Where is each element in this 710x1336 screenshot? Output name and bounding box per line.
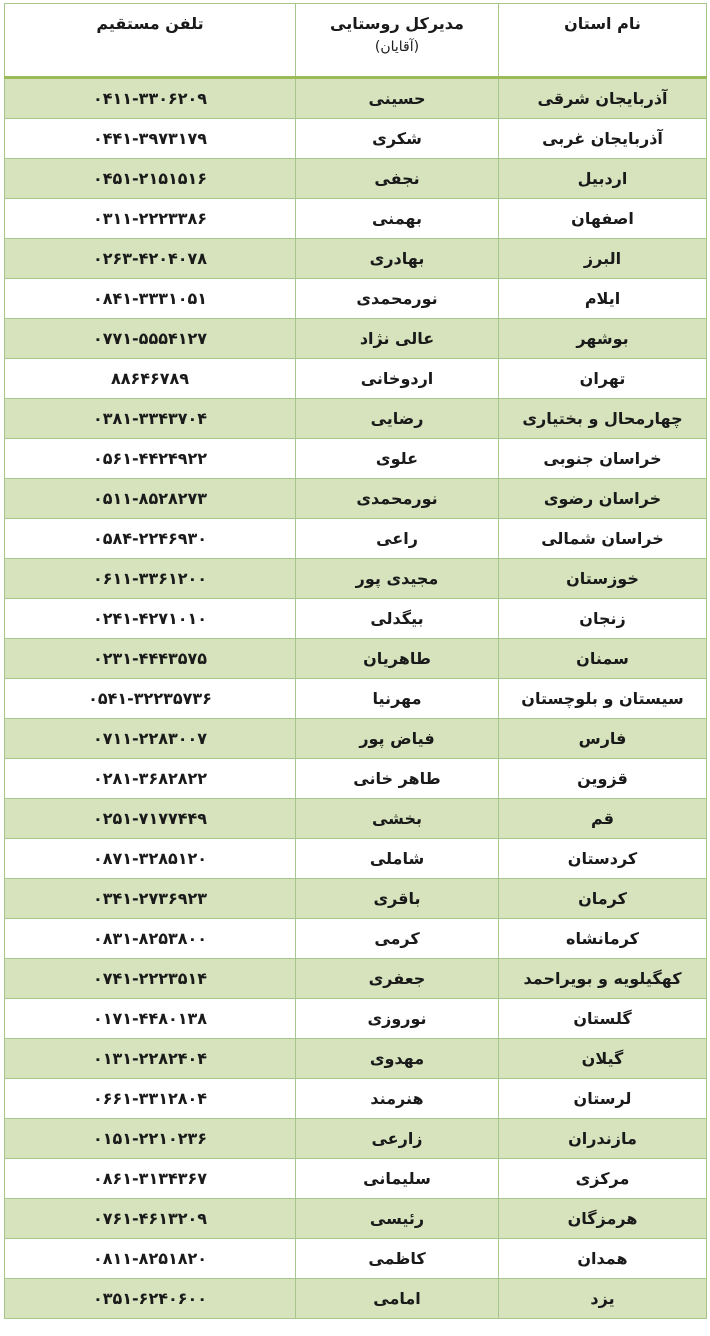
header-manager-label: مدیرکل روستایی [330,14,464,33]
province-cell: هرمزگان [499,1199,707,1239]
phone-cell: ۰۱۳۱-۲۲۸۲۴۰۴ [5,1039,296,1079]
manager-cell: بهمنی [296,199,499,239]
manager-cell: راعی [296,519,499,559]
province-cell: زنجان [499,599,707,639]
table-row [5,839,707,879]
table-row [5,439,707,479]
manager-cell: باقری [296,879,499,919]
phone-cell: ۰۳۸۱-۳۳۴۳۷۰۴ [5,399,296,439]
header-phone-label: تلفن مستقیم [96,14,204,33]
table-row [5,119,707,159]
phone-cell: ۰۲۶۳-۴۲۰۴۰۷۸ [5,239,296,279]
manager-cell: علوی [296,439,499,479]
table-row [5,1119,707,1159]
table-row [5,559,707,599]
province-cell: قزوین [499,759,707,799]
phone-cell: ۰۱۷۱-۴۴۸۰۱۳۸ [5,999,296,1039]
header-manager [296,4,499,78]
header-manager-sub: (آقایان) [374,39,420,55]
manager-cell: اردوخانی [296,359,499,399]
province-cell: کرمانشاه [499,919,707,959]
phone-cell: ۰۳۴۱-۲۷۳۶۹۲۳ [5,879,296,919]
manager-cell: مهرنیا [296,679,499,719]
manager-cell: سلیمانی [296,1159,499,1199]
table-row [5,239,707,279]
phone-cell: ۰۴۱۱-۳۳۰۶۲۰۹ [5,78,296,119]
province-cell: سمنان [499,639,707,679]
phone-cell: ۰۳۱۱-۲۲۲۳۳۸۶ [5,199,296,239]
phone-cell: ۰۶۶۱-۳۳۱۲۸۰۴ [5,1079,296,1119]
phone-cell: ۰۸۴۱-۳۳۳۱۰۵۱ [5,279,296,319]
province-cell: قم [499,799,707,839]
phone-cell: ۰۸۱۱-۸۲۵۱۸۲۰ [5,1239,296,1279]
manager-cell: بیگدلی [296,599,499,639]
phone-cell: ۸۸۶۴۶۷۸۹ [5,359,296,399]
manager-cell: حسینی [296,78,499,119]
table-row [5,999,707,1039]
province-cell: فارس [499,719,707,759]
province-cell: کردستان [499,839,707,879]
manager-cell: فیاض پور [296,719,499,759]
province-cell: ایلام [499,279,707,319]
phone-cell: ۰۷۴۱-۲۲۲۳۵۱۴ [5,959,296,999]
table-row [5,719,707,759]
province-cell: اصفهان [499,199,707,239]
province-cell: لرستان [499,1079,707,1119]
table-row [5,679,707,719]
province-cell: همدان [499,1239,707,1279]
manager-cell: هنرمند [296,1079,499,1119]
table-row [5,78,707,119]
manager-cell: شاملی [296,839,499,879]
manager-cell: نورمحمدی [296,479,499,519]
province-cell: مرکزی [499,1159,707,1199]
manager-cell: جعفری [296,959,499,999]
header-phone [5,4,296,78]
table-row [5,1279,707,1319]
table-row [5,479,707,519]
manager-cell: مجیدی پور [296,559,499,599]
phone-cell: ۰۶۱۱-۳۳۶۱۲۰۰ [5,559,296,599]
province-cell: البرز [499,239,707,279]
manager-cell: شکری [296,119,499,159]
phone-cell: ۰۲۴۱-۴۲۷۱۰۱۰ [5,599,296,639]
phone-cell: ۰۵۸۴-۲۲۴۶۹۳۰ [5,519,296,559]
manager-cell: بخشی [296,799,499,839]
table-row [5,919,707,959]
phone-cell: ۰۸۷۱-۳۲۸۵۱۲۰ [5,839,296,879]
phone-cell: ۰۴۴۱-۳۹۷۳۱۷۹ [5,119,296,159]
province-cell: کهگیلویه و بویراحمد [499,959,707,999]
table-row [5,599,707,639]
province-cell: گیلان [499,1039,707,1079]
province-cell: تهران [499,359,707,399]
manager-cell: نورمحمدی [296,279,499,319]
table-row [5,1159,707,1199]
table-row [5,1199,707,1239]
province-cell: مازندران [499,1119,707,1159]
table-row [5,1079,707,1119]
table-row [5,879,707,919]
phone-cell: ۰۵۶۱-۴۴۲۴۹۲۲ [5,439,296,479]
phone-cell: ۰۲۸۱-۳۶۸۲۸۲۲ [5,759,296,799]
phone-cell: ۰۳۵۱-۶۲۴۰۶۰۰ [5,1279,296,1319]
manager-cell: کاظمی [296,1239,499,1279]
province-cell: خراسان شمالی [499,519,707,559]
phone-cell: ۰۲۳۱-۴۴۴۳۵۷۵ [5,639,296,679]
province-cell: گلستان [499,999,707,1039]
phone-cell: ۰۵۱۱-۸۵۲۸۲۷۳ [5,479,296,519]
table-row [5,159,707,199]
phone-cell: ۰۸۳۱-۸۲۵۳۸۰۰ [5,919,296,959]
table-row [5,359,707,399]
phone-cell: ۰۷۱۱-۲۲۸۳۰۰۷ [5,719,296,759]
table-row [5,959,707,999]
provincial-managers-table [4,3,707,1319]
phone-cell: ۰۷۶۱-۴۶۱۳۲۰۹ [5,1199,296,1239]
header-province-label: نام استان [564,14,641,33]
table-row [5,1239,707,1279]
province-cell: بوشهر [499,319,707,359]
manager-cell: رضایی [296,399,499,439]
phone-cell: ۰۲۵۱-۷۱۷۷۴۴۹ [5,799,296,839]
manager-cell: طاهر خانی [296,759,499,799]
province-cell: آذربایجان شرقی [499,78,707,119]
manager-cell: نجفی [296,159,499,199]
province-cell: یزد [499,1279,707,1319]
manager-cell: زارعی [296,1119,499,1159]
table-row [5,799,707,839]
phone-cell: ۰۵۴۱-۳۲۲۳۵۷۳۶ [5,679,296,719]
manager-cell: کرمی [296,919,499,959]
manager-cell: رئیسی [296,1199,499,1239]
phone-cell: ۰۱۵۱-۲۲۱۰۲۳۶ [5,1119,296,1159]
province-cell: کرمان [499,879,707,919]
header-province [499,4,707,78]
table-row [5,1039,707,1079]
phone-cell: ۰۴۵۱-۲۱۵۱۵۱۶ [5,159,296,199]
table-row [5,519,707,559]
directory-table-container [4,3,706,1319]
phone-cell: ۰۷۷۱-۵۵۵۴۱۲۷ [5,319,296,359]
manager-cell: بهادری [296,239,499,279]
table-row [5,319,707,359]
province-cell: چهارمحال و بختیاری [499,399,707,439]
province-cell: آذربایجان غربی [499,119,707,159]
province-cell: سیستان و بلوچستان [499,679,707,719]
manager-cell: نوروزی [296,999,499,1039]
manager-cell: مهدوی [296,1039,499,1079]
province-cell: خراسان رضوی [499,479,707,519]
province-cell: خوزستان [499,559,707,599]
phone-cell: ۰۸۶۱-۳۱۳۴۳۶۷ [5,1159,296,1199]
table-row [5,639,707,679]
table-row [5,279,707,319]
table-header-row [5,4,707,78]
table-body [5,78,707,1319]
table-row [5,199,707,239]
province-cell: اردبیل [499,159,707,199]
table-row [5,759,707,799]
table-row [5,399,707,439]
manager-cell: عالی نژاد [296,319,499,359]
province-cell: خراسان جنوبی [499,439,707,479]
manager-cell: طاهریان [296,639,499,679]
manager-cell: امامی [296,1279,499,1319]
